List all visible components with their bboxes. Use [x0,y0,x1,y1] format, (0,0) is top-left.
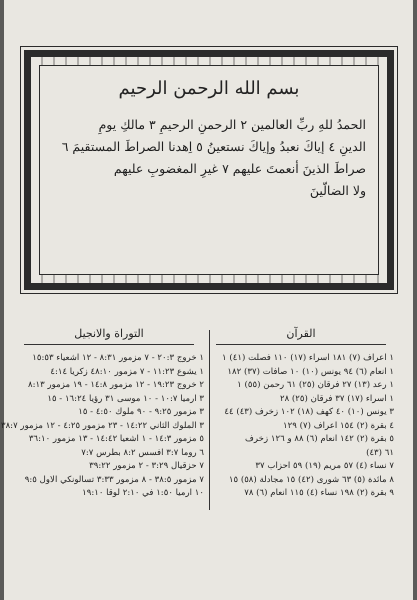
quran-column-title: القرآن [286,327,316,340]
quran-ref-line: ١ اسراء (١٧) ٣٧ فرقان (٢٥) ٢٨ [279,393,394,404]
quran-ref-line: ٨ مائدة (٥) ٦٣ شورى (٤٢) ١٥ مجادلة (٥٨) ١٥ [228,474,394,485]
torah-ref-line: ٢ خروج ١٩:٢٣ - ١٢ مزمور ١٤:٨ - ١٩ مزمور ٨:١٣ [28,380,204,390]
quran-ref-line: ٦١ (٤٣) [366,447,394,458]
torah-ref-line: ٥ مزمور ١٤:٣ - ١ اشعيا ١٤:٤٢ - ١٣ مزمور ٣٦:١٠ [28,434,204,444]
torah-references [0,352,204,501]
quran-ref-line: ٩ بقرة (٢) ١٩٨ نساء (٤) ١١٥ انعام (٦) ٧٨ [244,488,394,498]
quran-column-rule [216,344,386,345]
torah-ref-line: ١٠ ارميا ١:٥٠ في ٢:١٠ لوقا ١٩:١٠ [82,488,204,498]
torah-ref-line: ٦ روما ٣:٧ افسس ٨:٢ بطرس ٧:٧ [81,447,204,458]
torah-ref-line: ١ يشوع ١١:٢٣ - ٧ مزمور ٤٨:١٠ زكريا ٤:١٤ [50,366,204,377]
frame-inner [39,65,379,275]
quran-ref-line: ٤ بقرة (٢) ١٥٤ اعراف (٧) ١٢٩ [283,420,394,431]
quran-ref-line: ١ رعد (١٣) ٢٧ فرقان (٢٥) ٦١ رحمن (٥٥) ١ [237,380,394,390]
torah-ref-line: ٣ الملوك الثاني ١٤:٢٢ - ٢٣ مزمور ٤:٢٥ - ١٢ مزمور ٣٨:٧ [0,420,204,431]
torah-ref-line: ٣ ارميا ١٠:٧ - ١٠ موسى ٣١ رؤيا ١٦:٢٤ - ١٥ [47,393,204,404]
torah-ref-line: ١ خروج ٢٠:٣ - ٧ مزمور ٨:٣١ - ١٢ اشعياء ١٥:٥٣ [32,353,204,363]
torah-ref-line: ٣ مزمور ٩:٢٥ - ٩٠ ملوك ٤:٥٠ - ١٥ [78,407,204,417]
quran-ref-line: ٥ بقرة (٢) ١٤٢ انعام (٦) ٨٨ و ١٢٦ زخرف [245,434,394,444]
quran-ref-line: ٧ نساء (٤) ٥٧ مريم (١٩) ٥٩ احزاب ٣٧ [255,461,394,471]
column-divider [209,330,210,510]
torah-ref-line: ٧ حزقيال ٣:٢٩ - ٢ مزمور ٣٩:٢٢ [89,461,204,471]
torah-column-title: التوراة والانجيل [74,327,144,340]
torah-ref-line: ٧ مزمور ٣٨:٥ - ٨ مزمور ٣:٣٣ تسالونكي الاول ٩:٥ [24,474,204,485]
quran-ref-line: ١ اعراف (٧) ١٨١ اسراء (١٧) ١١٠ فصلت (٤١) ١ [222,353,394,363]
quran-references [216,352,394,501]
ornamental-frame [24,50,394,290]
basmala-calligraphy: بسم الله الرحمن الرحيم [118,78,300,99]
torah-column-rule [24,344,194,345]
fatiha-text: الحمدُ للهِ ربِّ العالمين ٢ الرحمنِ الرحيمِ ٣ مالكِ يومِ الدينِ ٤ إياكَ نعبدُ وإياكَ نستعينُ ٥ اِهدنا الصراطَ المستقيمَ ٦ صراطَ الذينَ أنعمتَ عليهم ٧ غيرِ المغضوبِ عليهم ولا الضالّينَ [61,117,366,198]
quran-ref-line: ١ انعام (٦) ٩٤ يونس (١٠) ١٠ صافات (٣٧) ١٨٢ [227,366,394,377]
quran-ref-line: ٣ يونس (١٠) ٤٠ كهف (١٨) ١٠٢ زخرف (٤٣) ٤٤ [224,407,394,417]
